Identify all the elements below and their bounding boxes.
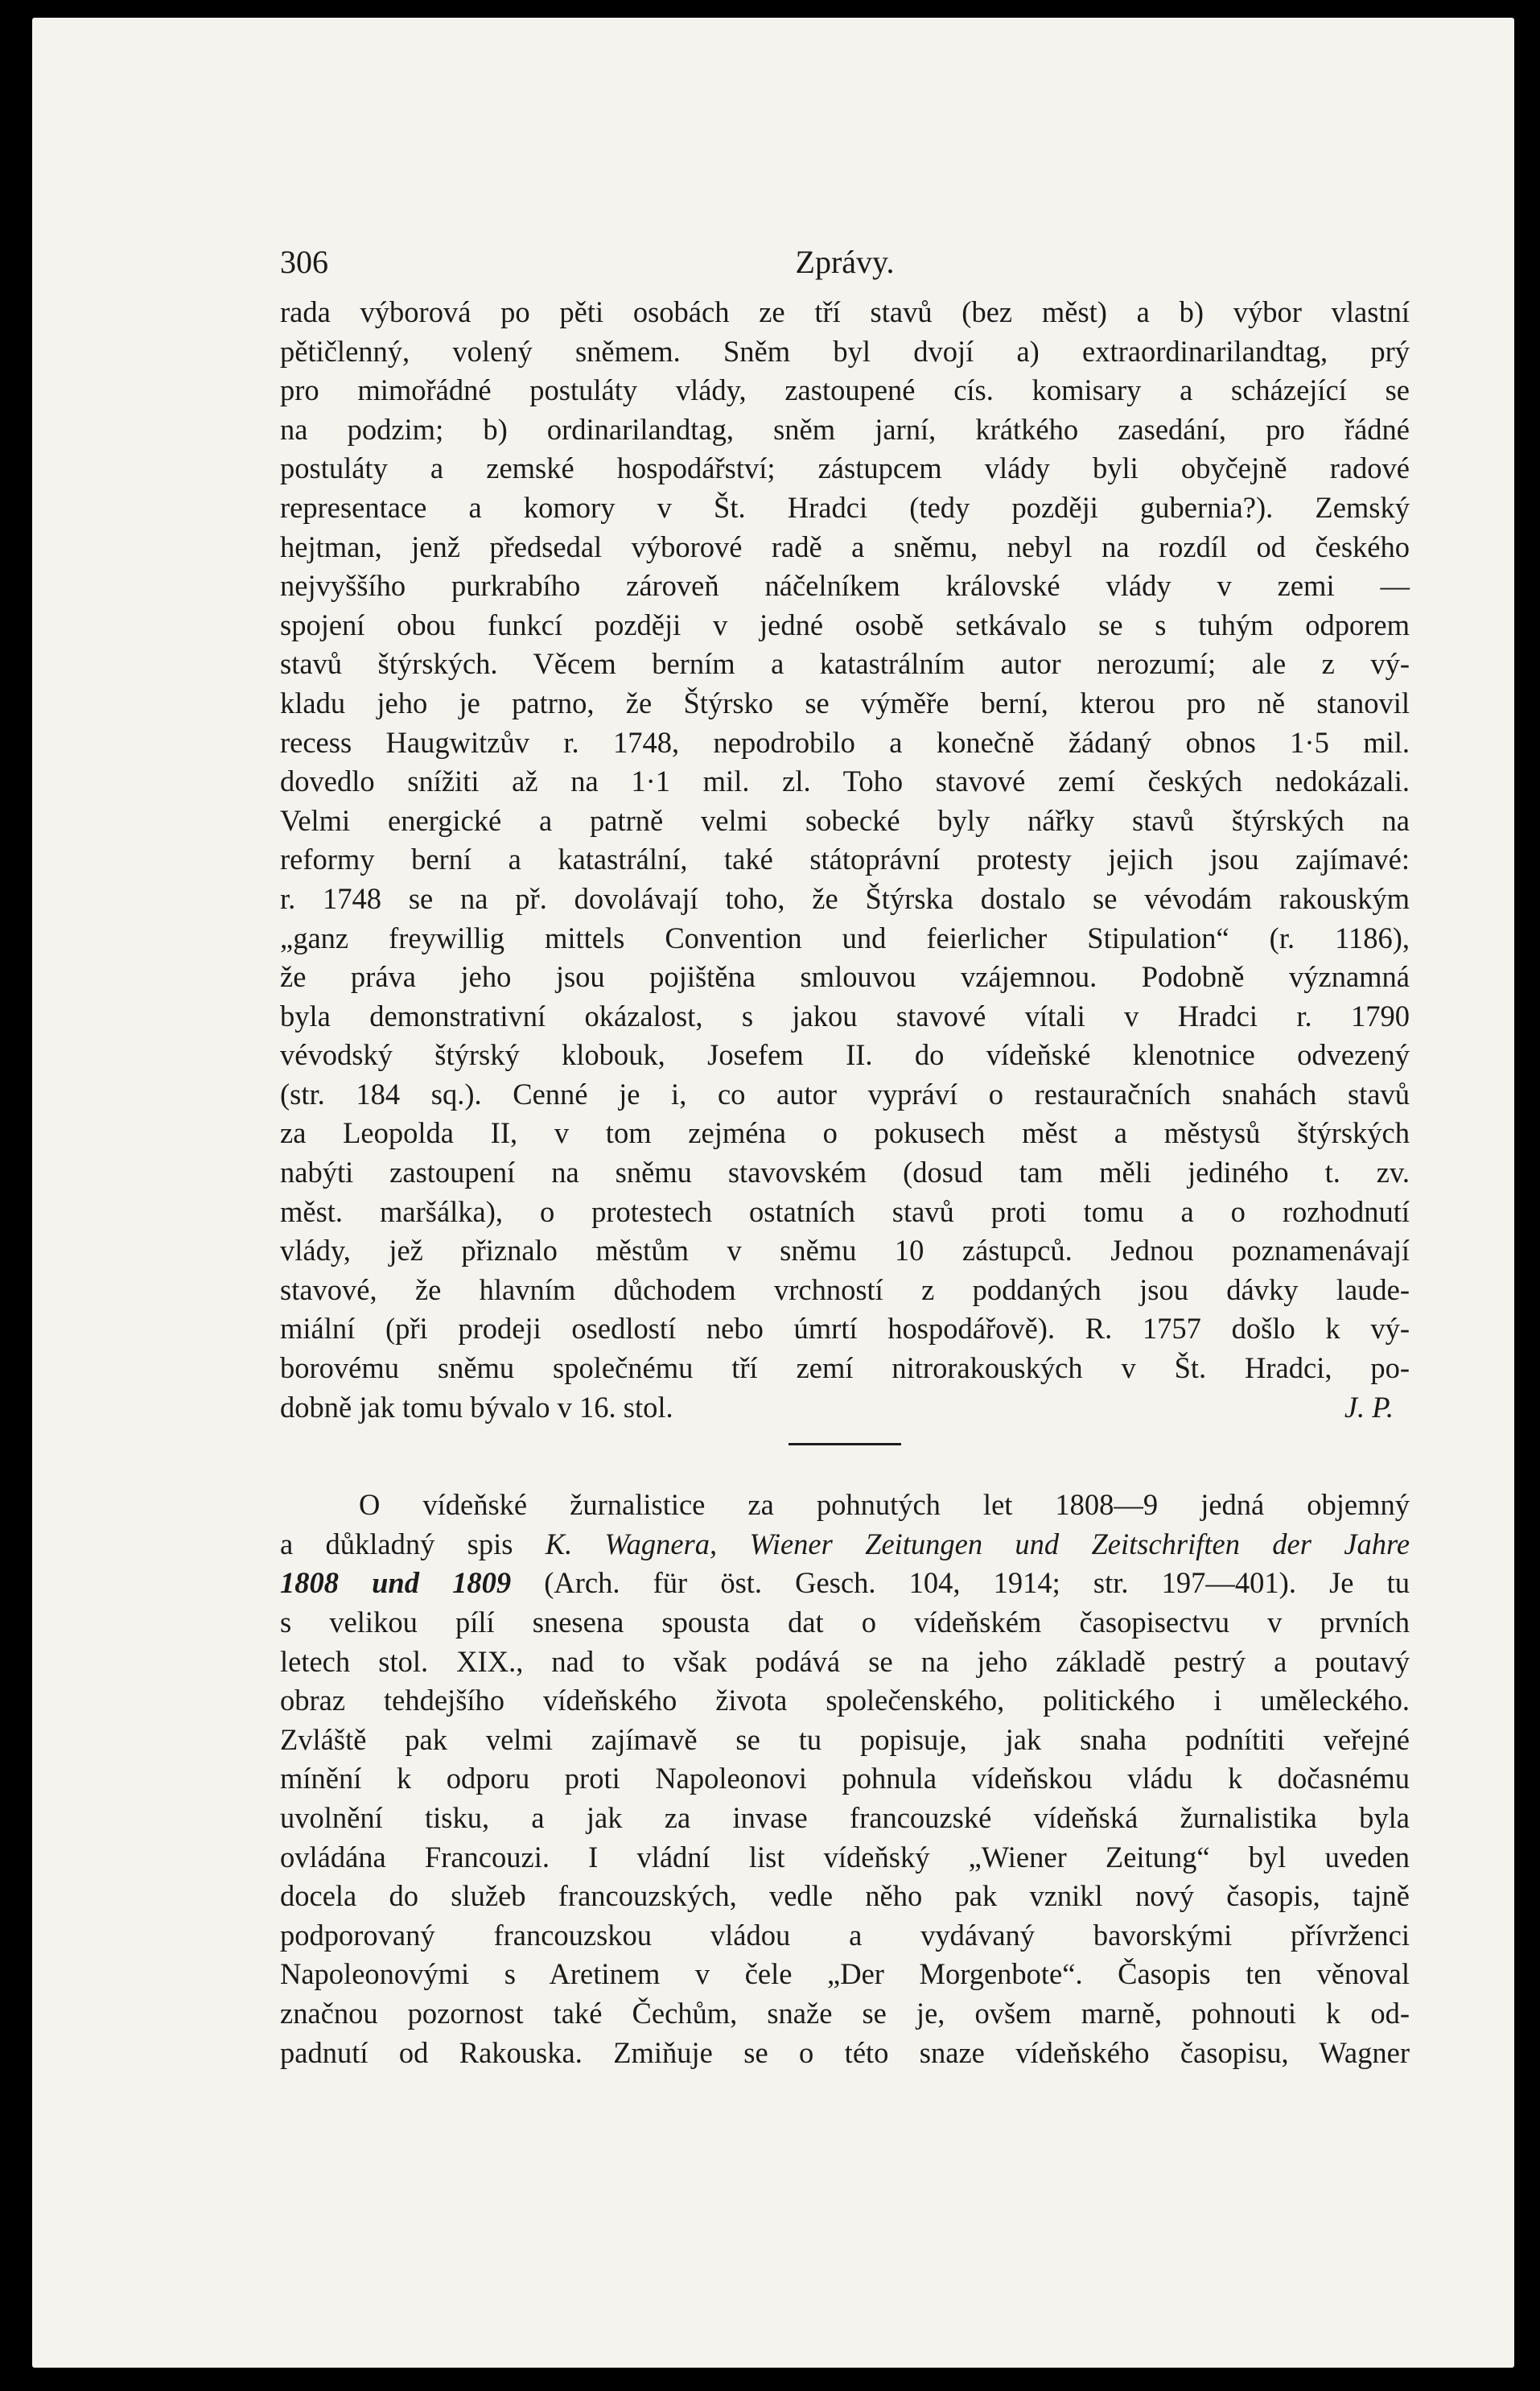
text-line: dobně jak tomu bývalo v 16. stol. <box>280 1390 673 1424</box>
text-line: docela do služeb francouzských, vedle něho pak vznikl nový časopis, tajně <box>280 1879 1410 1913</box>
cited-author-title: K. Wagnera, Wiener Zeitungen und Zeitschriften der Jahre <box>545 1527 1410 1560</box>
text-line: obraz tehdejšího vídeňského života společenského, politického i uměleckého. <box>280 1684 1410 1717</box>
running-title: Zprávy. <box>795 244 895 280</box>
text-line: na podzim; b) ordinarilandtag, sněm jarní, krátkého zasedání, pro řádné <box>280 412 1410 446</box>
text-line: (str. 184 sq.). Cenné je i, co autor vypráví o restauračních snahách stavů <box>280 1077 1410 1111</box>
text-line: za Leopolda II, v tom zejména o pokusech měst a městysů štýrských <box>280 1116 1410 1150</box>
text-line: s velikou pílí snesena spousta dat o vídeňském časopisectvu v prvních <box>280 1606 1410 1639</box>
text-line: stavů štýrských. Věcem berním a katastrálním autor nerozumí; ale z vý- <box>280 647 1410 681</box>
text-fragment: a důkladný spis <box>280 1527 513 1560</box>
text-line: spojení obou funkcí později v jedné osobě setkávalo se s tuhým odporem <box>280 608 1410 641</box>
text-line: reformy berní a katastrální, také státoprávní protesty jejich jsou zajímavé: <box>280 843 1410 876</box>
text-line: vévodský štýrský klobouk, Josefem II. do vídeňské klenotnice odvezený <box>280 1038 1410 1072</box>
book-page <box>32 18 1514 2368</box>
text-line: padnutí od Rakouska. Zmiňuje se o této snaze vídeňského časopisu, Wagner <box>280 2035 1410 2069</box>
text-line: Zvláště pak velmi zajímavě se tu popisuje, jak snaha podnítiti veřejné <box>280 1722 1410 1756</box>
text-line: miální (při prodeji osedlostí nebo úmrtí hospodářově). R. 1757 došlo k vý- <box>280 1312 1410 1346</box>
text-line: postuláty a zemské hospodářství; zástupcem vlády byli obyčejně radové <box>280 451 1410 485</box>
report-1 <box>280 293 1410 1427</box>
text-line: nejvyššího purkrabího zároveň náčelníkem královské vlády v zemi — <box>280 569 1410 603</box>
text-line: pětičlenný, volený sněmem. Sněm byl dvojí a) extraordinarilandtag, prý <box>280 334 1410 368</box>
text-line <box>280 1564 1410 1603</box>
text-line: recess Haugwitzův r. 1748, nepodrobilo a konečně žádaný obnos 1·5 mil. <box>280 725 1410 759</box>
text-line: borovému sněmu společnému tří zemí nitrorakouských v Št. Hradci, po- <box>280 1351 1410 1385</box>
text-line: dovedlo snížiti až na 1·1 mil. zl. Toho stavové zemí českých nedokázali. <box>280 765 1410 798</box>
final-line <box>280 1388 1410 1428</box>
text-line: Velmi energické a patrně velmi sobecké byly nářky stavů štýrských na <box>280 803 1410 837</box>
text-line: Napoleonovými s Aretinem v čele „Der Morgenbote“. Časopis ten věnoval <box>280 1957 1410 1991</box>
text-line: nabýti zastoupení na sněmu stavovském (dosud tam měli jediného t. zv. <box>280 1156 1410 1189</box>
page-content <box>280 240 1410 2072</box>
text-line: značnou pozornost také Čechům, snaže se je, ovšem marně, pohnouti k od- <box>280 1996 1410 2030</box>
text-line: vlády, jež přiznalo městům v sněmu 10 zástupců. Jednou poznamenávají <box>280 1234 1410 1268</box>
text-fragment: (Arch. für öst. Gesch. 104, 1914; str. 197—401). Je tu <box>544 1566 1410 1600</box>
text-line: podporovaný francouzskou vládou a vydávaný bavorskými přívrženci <box>280 1918 1410 1952</box>
report-2 <box>280 1486 1410 2072</box>
text-line: representace a komory v Št. Hradci (tedy později gubernia?). Zemský <box>280 490 1410 524</box>
text-line: že práva jeho jsou pojištěna smlouvou vzájemnou. Podobně významná <box>280 960 1410 994</box>
text-line: r. 1748 se na př. dovolávají toho, že Štýrska dostalo se vévodám rakouským <box>280 881 1410 915</box>
text-line: měst. maršálka), o protestech ostatních stavů proti tomu a o rozhodnutí <box>280 1194 1410 1228</box>
text-line: „ganz freywillig mittels Convention und feierlicher Stipulation“ (r. 1186), <box>280 921 1410 954</box>
page-number: 306 <box>280 244 328 280</box>
text-line: hejtman, jenž předsedal výborové radě a sněmu, nebyl na rozdíl od českého <box>280 530 1410 563</box>
text-line: kladu jeho je patrno, že Štýrsko se výměře berní, kterou pro ně stanovil <box>280 686 1410 719</box>
text-line: uvolnění tisku, a jak za invase francouzské vídeňská žurnalistika byla <box>280 1800 1410 1834</box>
text-line: stavové, že hlavním důchodem vrchností z poddaných jsou dávky laude- <box>280 1272 1410 1306</box>
text-line: pro mimořádné postuláty vlády, zastoupené cís. komisary a scházející se <box>280 373 1410 407</box>
cited-title-years: 1808 und 1809 <box>280 1566 512 1600</box>
text-line <box>280 1525 1410 1564</box>
text-line: ovládána Francouzi. I vládní list vídeňský „Wiener Zeitung“ byl uveden <box>280 1840 1410 1874</box>
text-line: byla demonstrativní okázalost, s jakou stavové vítali v Hradci r. 1790 <box>280 999 1410 1033</box>
section-divider <box>789 1443 901 1445</box>
text-line: letech stol. XIX., nad to však podává se na jeho základě pestrý a poutavý <box>280 1644 1410 1678</box>
text-line: O vídeňské žurnalistice za pohnutých let 1808—9 jedná objemný <box>359 1488 1410 1522</box>
text-line: mínění k odporu proti Napoleonovi pohnula vídeňskou vládu k dočasnému <box>280 1762 1410 1795</box>
text-line: rada výborová po pěti osobách ze tří stavů (bez měst) a b) výbor vlastní <box>280 295 1410 328</box>
page-header <box>280 240 1410 285</box>
author-signature: J. P. <box>1344 1390 1394 1424</box>
